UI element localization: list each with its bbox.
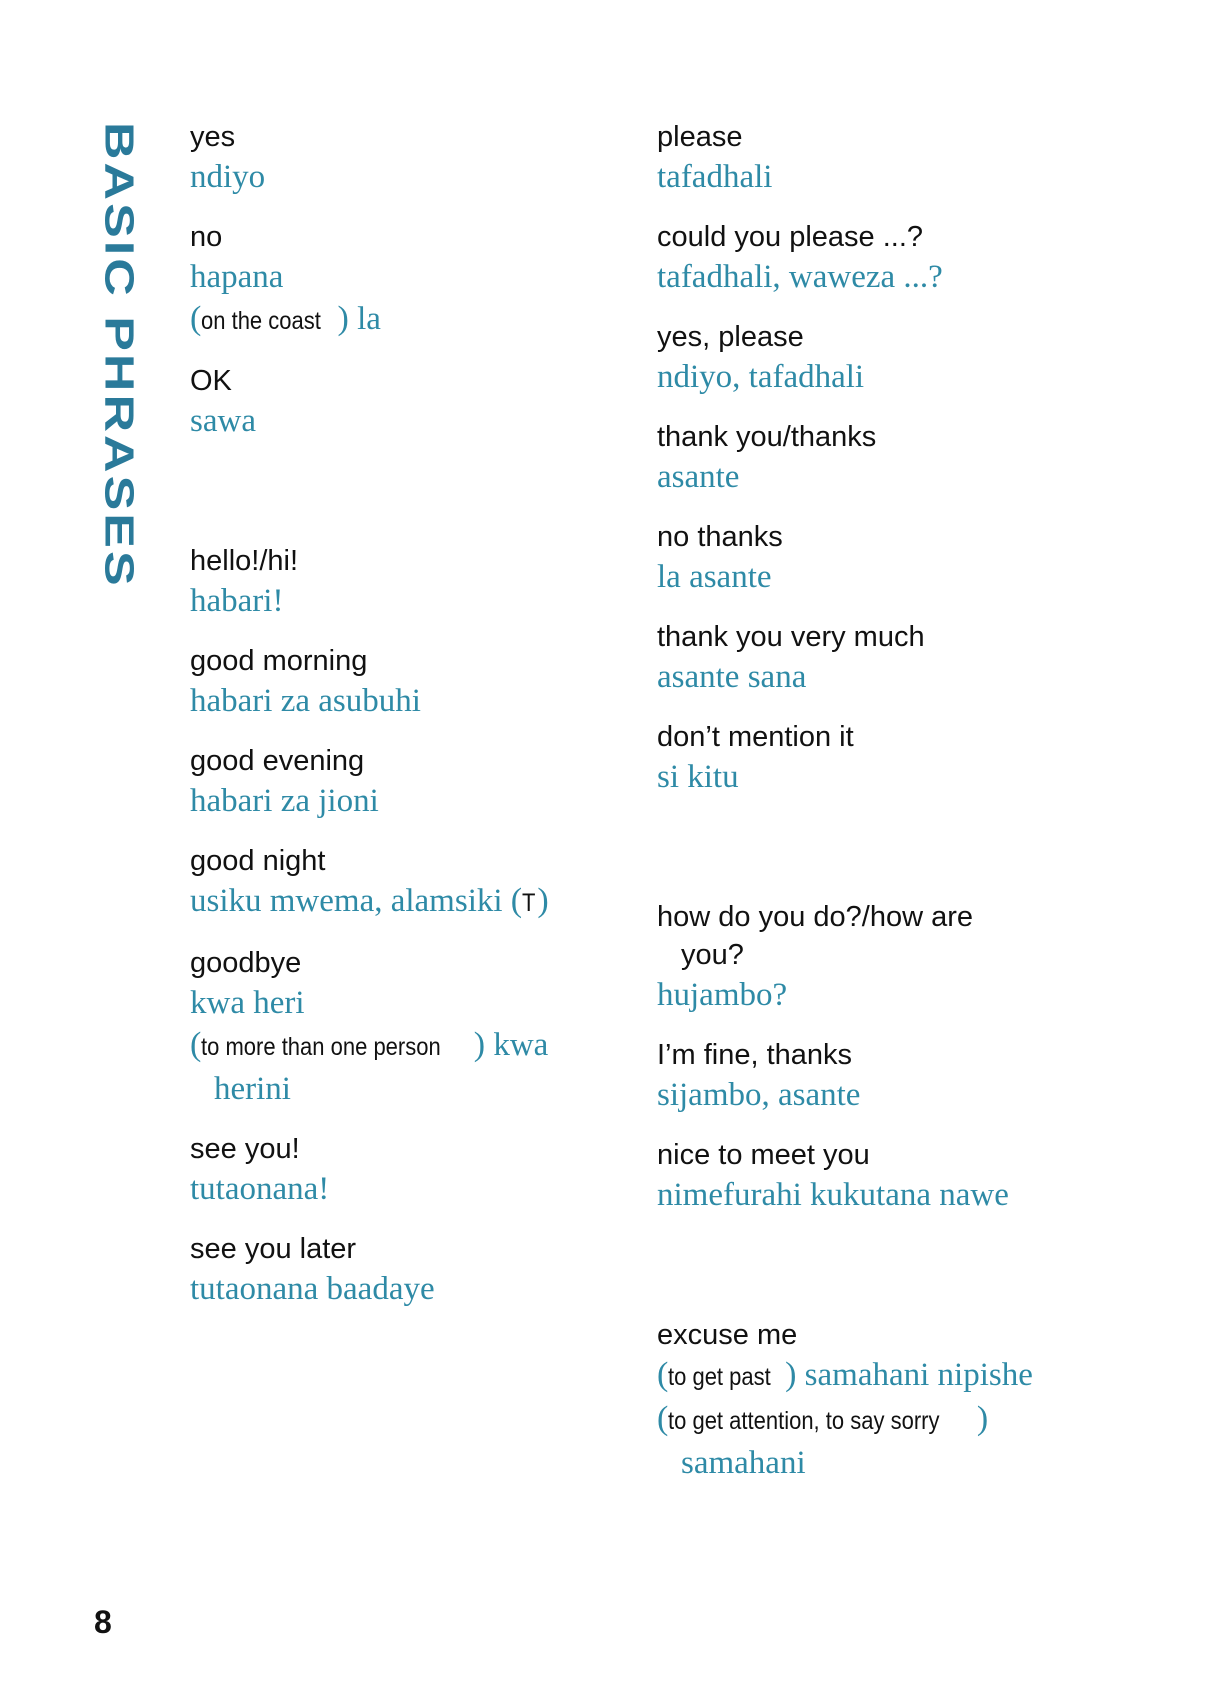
page-number: 8 [94, 1604, 112, 1640]
english-phrase: I’m fine, thanks [657, 1039, 853, 1071]
english-phrase: good evening [190, 745, 365, 777]
english-phrase: goodbye [190, 947, 302, 979]
phrase-see-you-later [190, 1230, 610, 1310]
english-phrase: hello!/hi! [190, 545, 299, 577]
phrase-goodbye [190, 944, 610, 1110]
english-phrase: see you later [190, 1233, 357, 1265]
usage-note: on the coast [201, 307, 322, 335]
swahili-translation: habari! [190, 583, 284, 619]
swahili-text: samahani nipishe [804, 1357, 1033, 1393]
swahili-translation: sijambo, asante [657, 1077, 861, 1113]
swahili-translation: habari za jioni [190, 783, 379, 819]
english-phrase: thank you very much [657, 621, 925, 653]
swahili-alt-continued: herini [214, 1071, 291, 1107]
english-phrase: excuse me [657, 1319, 798, 1351]
swahili-translation: tafadhali [657, 159, 773, 195]
swahili-translation: ndiyo [190, 159, 266, 195]
swahili-translation: si kitu [657, 759, 739, 795]
swahili-translation: ndiyo, tafadhali [657, 359, 865, 395]
right-column [657, 118, 1177, 1484]
phrase-yes [190, 118, 610, 198]
swahili-text: usiku mwema, alamsiki [190, 883, 503, 919]
english-phrase: thank you/thanks [657, 421, 877, 453]
phrase-im-fine [657, 1036, 1177, 1116]
english-phrase: yes [190, 121, 236, 153]
swahili-translation: asante [657, 459, 740, 495]
usage-note: to more than one person [201, 1033, 442, 1061]
english-phrase: please [657, 121, 743, 153]
phrase-no-thanks [657, 518, 1177, 598]
english-phrase: good morning [190, 645, 368, 677]
swahili-translation: hujambo? [657, 977, 788, 1013]
english-phrase: see you! [190, 1133, 300, 1165]
swahili-translation: tutaonana baadaye [190, 1271, 435, 1307]
phrase-thank-you [657, 418, 1177, 498]
swahili-translation: sawa [190, 403, 256, 439]
phrase-hello [190, 542, 610, 622]
phrase-thank-you-very-much [657, 618, 1177, 698]
english-phrase: yes, please [657, 321, 804, 353]
english-phrase-continued: you? [681, 939, 744, 971]
usage-note: to get attention, to say sorry [668, 1407, 940, 1435]
english-phrase: no thanks [657, 521, 783, 553]
usage-note: to get past [668, 1363, 772, 1391]
swahili-translation: kwa heri [190, 985, 305, 1021]
swahili-translation: asante sana [657, 659, 807, 695]
english-phrase: nice to meet you [657, 1139, 870, 1171]
phrase-see-you [190, 1130, 610, 1210]
phrase-excuse-me [657, 1316, 1177, 1484]
english-phrase: how do you do?/how are [657, 901, 973, 933]
phrase-nice-to-meet-you [657, 1136, 1177, 1216]
swahili-translation-alt: (to more than one person ) kwa [190, 1024, 610, 1068]
left-column [190, 118, 610, 1310]
phrase-no [190, 218, 610, 342]
swahili-translation-alt: (on the coast ) la [190, 298, 610, 342]
phrase-yes-please [657, 318, 1177, 398]
swahili-translation-alt: (to get attention, to say sorry ) [657, 1398, 1177, 1442]
swahili-alt-word: kwa [493, 1027, 549, 1063]
swahili-alt-word: la [357, 301, 381, 337]
english-phrase: could you please ...? [657, 221, 924, 253]
phrase-dont-mention-it [657, 718, 1177, 798]
swahili-translation: tafadhali, waweza ...? [657, 259, 943, 295]
english-phrase: good night [190, 845, 326, 877]
swahili-translation: usiku mwema, alamsiki (T) [190, 880, 610, 924]
phrase-ok [190, 362, 610, 442]
english-phrase: no [190, 221, 223, 253]
swahili-translation: hapana [190, 259, 284, 295]
english-phrase: don’t mention it [657, 721, 854, 753]
swahili-translation: tutaonana! [190, 1171, 330, 1207]
phrase-good-morning [190, 642, 610, 722]
phrase-good-evening [190, 742, 610, 822]
swahili-alt-continued: samahani [681, 1445, 806, 1481]
phrase-please [657, 118, 1177, 198]
phrase-good-night [190, 842, 610, 924]
swahili-translation: habari za asubuhi [190, 683, 421, 719]
section-title: BASIC PHRASES [95, 122, 142, 589]
swahili-translation: la asante [657, 559, 772, 595]
english-phrase: OK [190, 365, 232, 397]
phrase-could-you-please [657, 218, 1177, 298]
phrase-how-do-you-do [657, 898, 1177, 1016]
swahili-translation: nimefurahi kukutana nawe [657, 1177, 1009, 1213]
usage-note: T [522, 889, 536, 917]
swahili-translation: (to get past ) samahani nipishe [657, 1354, 1177, 1398]
